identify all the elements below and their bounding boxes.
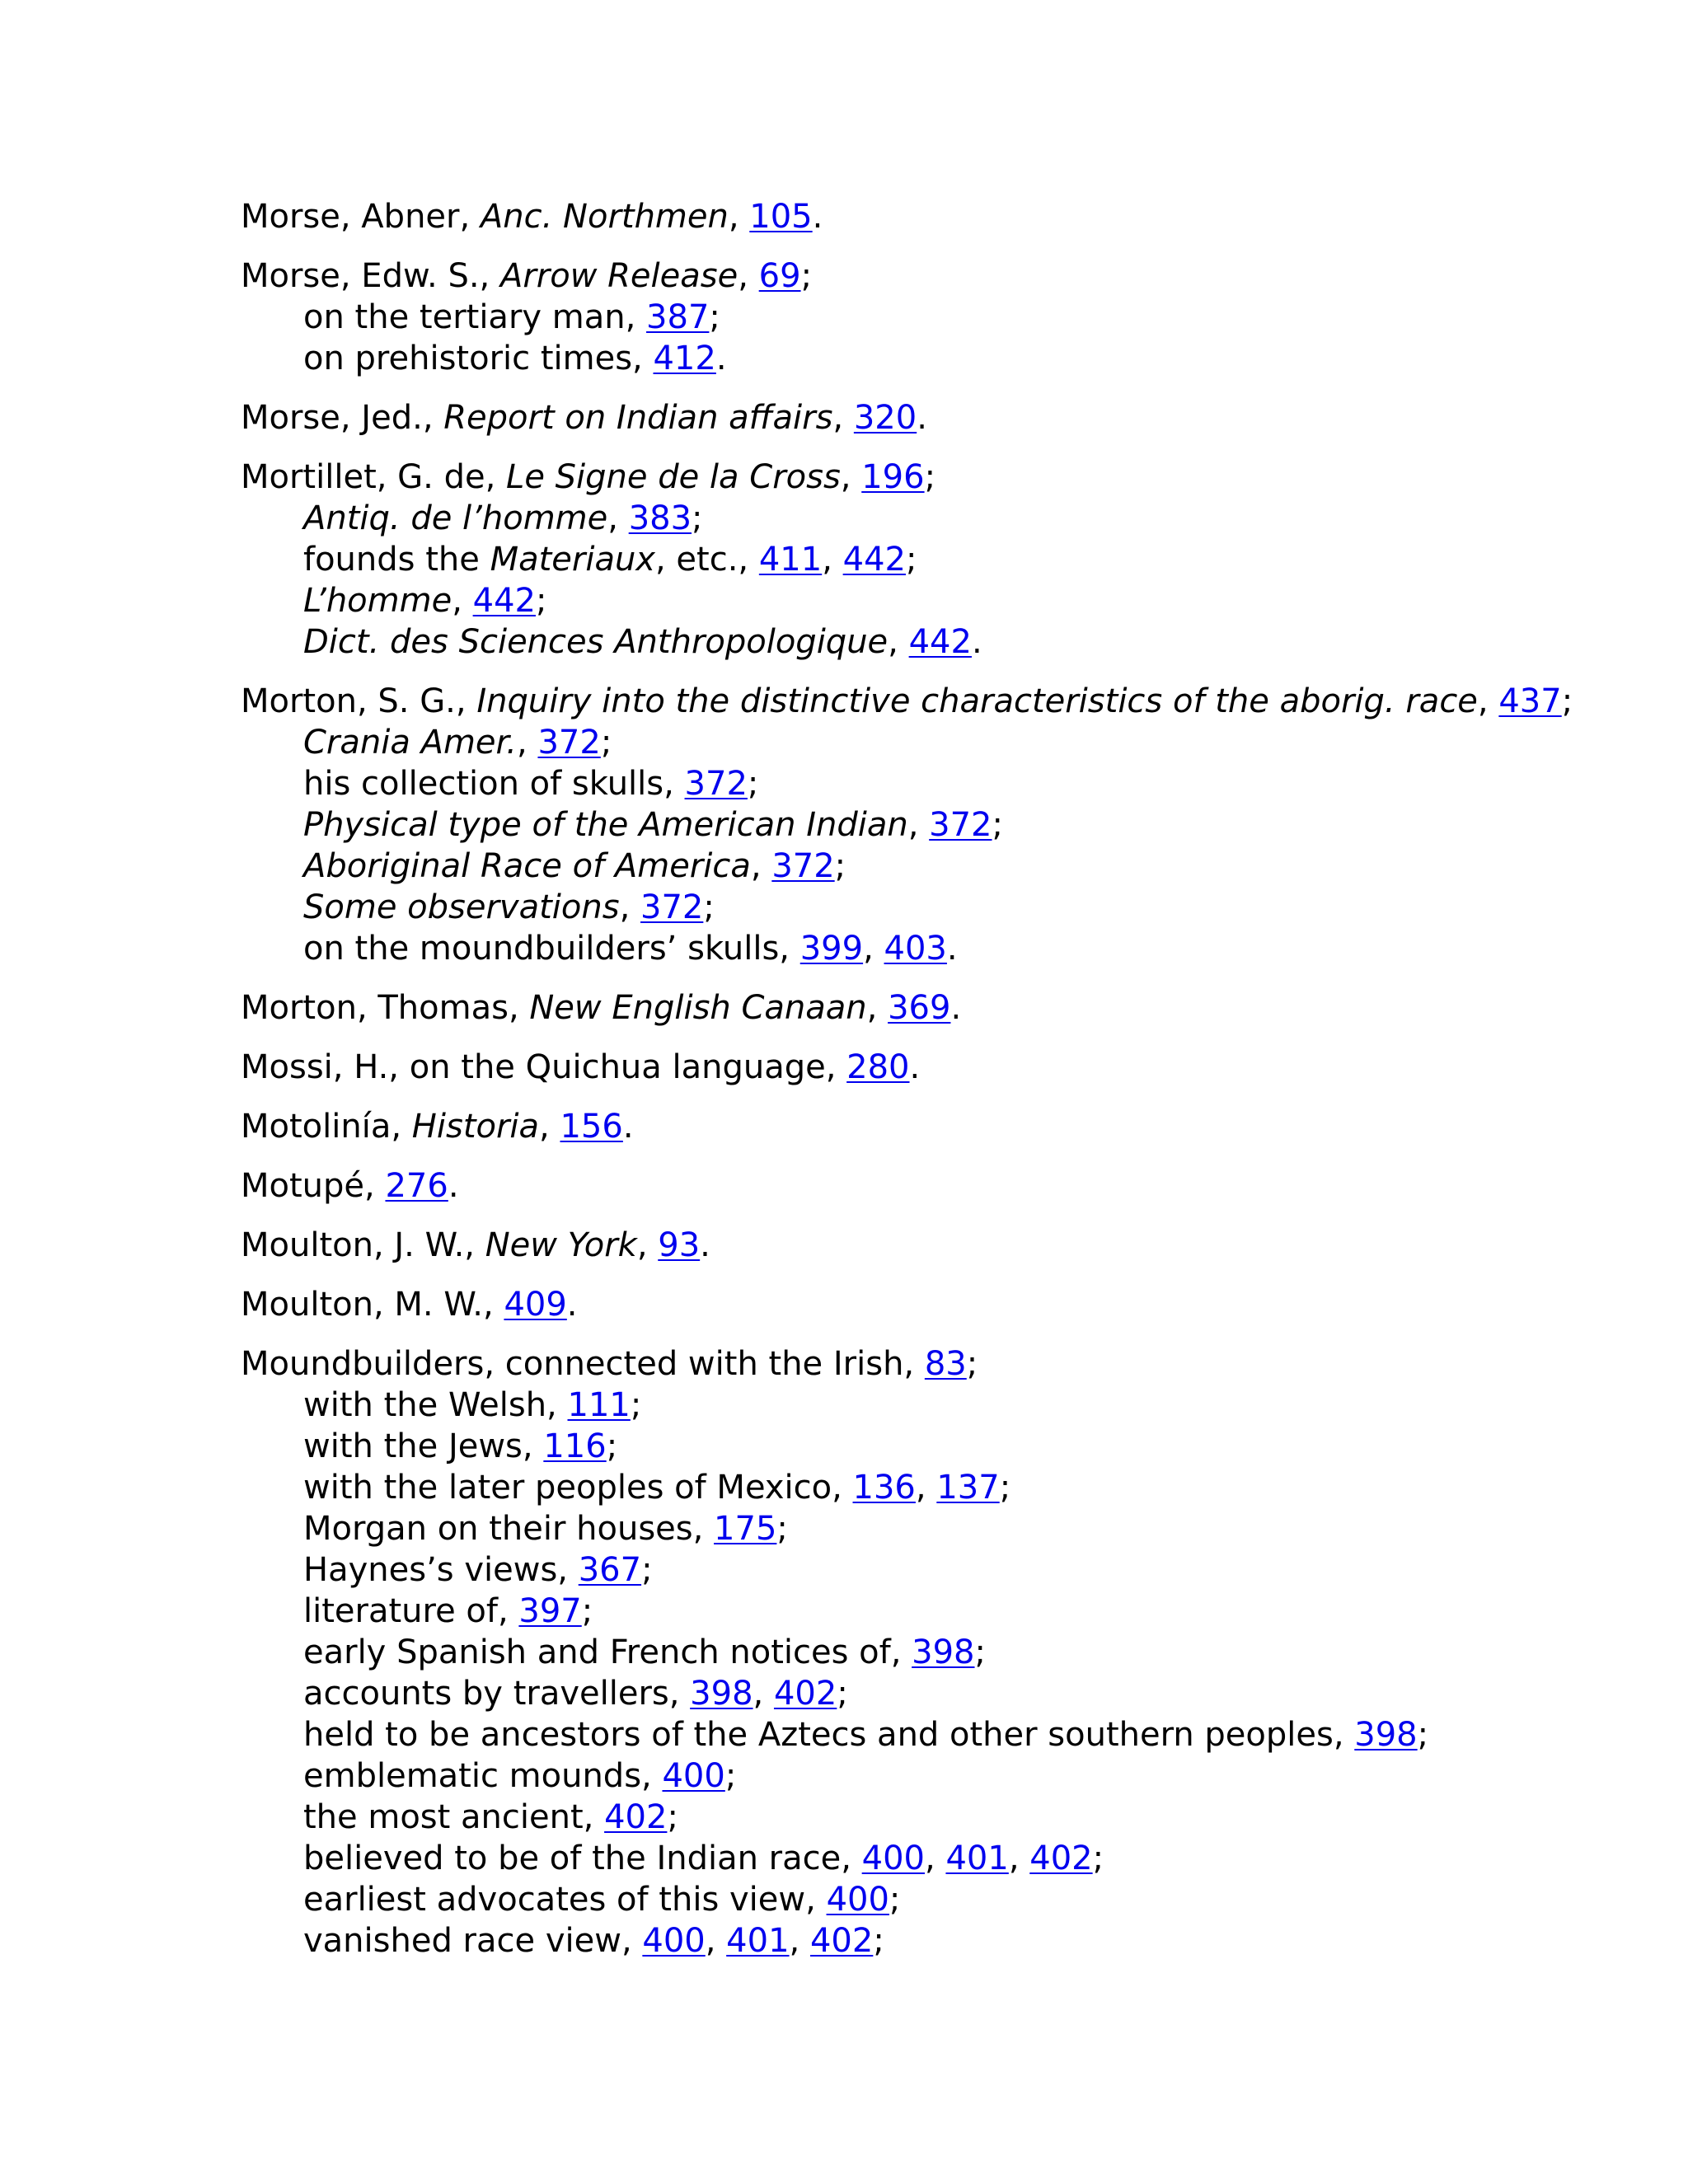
index-text: , <box>1008 1840 1030 1877</box>
index-text: . <box>448 1167 459 1205</box>
index-text: , <box>517 724 538 762</box>
index-text: ; <box>776 1510 788 1548</box>
index-subentry-line <box>241 1426 1642 1467</box>
page-link[interactable]: 372 <box>929 806 992 844</box>
index-text: , <box>738 257 759 295</box>
page-link[interactable]: 136 <box>852 1469 916 1507</box>
page-link[interactable]: 387 <box>646 298 710 336</box>
index-text: on prehistoric times, <box>303 340 654 377</box>
page-link[interactable]: 156 <box>560 1108 623 1146</box>
index-subentry-line <box>241 1920 1642 1961</box>
index-subentry-line <box>241 338 1642 379</box>
index-text: ; <box>747 765 759 803</box>
index-entry-morse-edw-s <box>241 255 1642 379</box>
index-subentry-line <box>241 928 1642 969</box>
page-link[interactable]: 367 <box>578 1551 642 1589</box>
index-text: with the later peoples of Mexico, <box>303 1469 853 1507</box>
index-text: ; <box>641 1551 653 1589</box>
index-text: , <box>607 499 629 537</box>
page-link[interactable]: 403 <box>884 930 947 968</box>
index-heading-line <box>241 1284 1642 1325</box>
index-text: ; <box>724 1757 737 1795</box>
index-text: Haynes’s views, <box>303 1551 579 1589</box>
index-entry-mortillet-g-de <box>241 457 1642 663</box>
page-link[interactable]: 111 <box>567 1386 631 1424</box>
index-text: , <box>728 198 750 236</box>
index-subentry-line <box>241 621 1642 663</box>
index-entry-motupe <box>241 1165 1642 1207</box>
index-heading-line <box>241 196 1642 237</box>
index-text: early Spanish and French notices of, <box>303 1633 912 1671</box>
page-link[interactable]: 372 <box>771 847 835 885</box>
index-text: . <box>946 930 958 968</box>
index-text: ; <box>600 724 612 762</box>
index-text: Motolinía, <box>241 1108 412 1146</box>
index-text: , etc., <box>654 541 759 579</box>
index-subentry-line <box>241 1714 1642 1755</box>
index-heading-line <box>241 1165 1642 1207</box>
page-link[interactable]: 400 <box>861 1840 926 1877</box>
page-link[interactable]: 402 <box>773 1675 837 1713</box>
index-text: , <box>1477 682 1499 720</box>
index-text: Morse, Jed., <box>241 399 444 437</box>
page-link[interactable]: 402 <box>1029 1840 1093 1877</box>
work-title: Antiq. de l’homme <box>303 499 608 537</box>
index-text: , <box>452 582 473 620</box>
page-link[interactable]: 442 <box>472 582 536 620</box>
page-link[interactable]: 69 <box>758 257 801 295</box>
index-text: ; <box>630 1386 642 1424</box>
index-text: , <box>619 888 640 926</box>
page-link[interactable]: 442 <box>908 623 972 661</box>
index-heading-line <box>241 1047 1642 1088</box>
page-link[interactable]: 411 <box>758 541 823 579</box>
index-text: Morton, Thomas, <box>241 989 530 1027</box>
index-subentry-line <box>241 1632 1642 1673</box>
index-text: , <box>840 458 862 496</box>
index-heading-line <box>241 457 1642 498</box>
index-heading-line <box>241 1225 1642 1266</box>
index-text: , <box>925 1840 946 1877</box>
index-text: his collection of skulls, <box>303 765 685 803</box>
index-text: , <box>636 1226 659 1264</box>
index-text: . <box>566 1286 578 1324</box>
page-link[interactable]: 105 <box>749 198 813 236</box>
index-text: , <box>753 1675 774 1713</box>
index-entry-mossi-h <box>241 1047 1642 1088</box>
index-text: Moulton, J. W., <box>241 1226 485 1264</box>
index-subentry-line <box>241 887 1642 928</box>
index-subentry-line <box>241 1591 1642 1632</box>
index-subentry-line <box>241 722 1642 763</box>
index-text: . <box>622 1108 634 1146</box>
page-link[interactable]: 442 <box>842 541 906 579</box>
index-text: founds the <box>303 541 490 579</box>
index-text: , <box>822 541 843 579</box>
index-entry-morton-thomas <box>241 987 1642 1029</box>
index-entry-morse-jed <box>241 397 1642 438</box>
work-title: Crania Amer. <box>303 724 518 762</box>
page-link[interactable]: 369 <box>888 989 951 1027</box>
index-text: believed to be of the Indian race, <box>303 1840 862 1877</box>
index-text: Morse, Edw. S., <box>241 257 500 295</box>
index-text: on the moundbuilders’ skulls, <box>303 930 800 968</box>
index-subentry-line <box>241 1508 1642 1549</box>
index-text: literature of, <box>303 1592 519 1630</box>
index-text: , <box>866 989 889 1027</box>
index-heading-line <box>241 255 1642 297</box>
index-text: ; <box>1561 682 1573 720</box>
page-link[interactable]: 137 <box>936 1469 1000 1507</box>
index-text: earliest advocates of this view, <box>303 1881 827 1919</box>
index-text: accounts by travellers, <box>303 1675 691 1713</box>
index-heading-line <box>241 1106 1642 1147</box>
index-text: ; <box>800 257 813 295</box>
page-link[interactable]: 175 <box>714 1510 777 1548</box>
work-title: Arrow Release <box>499 257 738 295</box>
index-text: ; <box>992 806 1003 844</box>
index-subentry-line <box>241 580 1642 621</box>
index-text: Morton, S. G., <box>241 682 477 720</box>
index-entry-moulton-j-w <box>241 1225 1642 1266</box>
index-text: . <box>812 198 823 236</box>
index-heading-line <box>241 987 1642 1029</box>
index-text: ; <box>966 1345 978 1383</box>
index-text: held to be ancestors of the Aztecs and other southern peoples, <box>303 1716 1355 1754</box>
index-text: , <box>888 623 909 661</box>
work-title: Report on Indian affairs <box>443 399 833 437</box>
index-text: ; <box>873 1922 884 1960</box>
index-text: vanished race view, <box>303 1922 643 1960</box>
page-link[interactable]: 383 <box>628 499 692 537</box>
page-link[interactable]: 320 <box>853 399 917 437</box>
page-link[interactable]: 372 <box>537 724 601 762</box>
work-title: Dict. des Sciences Anthropologique <box>303 623 889 661</box>
page-link[interactable]: 398 <box>912 1633 975 1671</box>
index-subentry-line <box>241 1797 1642 1838</box>
page-link[interactable]: 409 <box>504 1286 567 1324</box>
page-link[interactable]: 412 <box>653 340 716 377</box>
index-entry-moulton-m-w <box>241 1284 1642 1325</box>
index-text: . <box>950 989 962 1027</box>
index-text: with the Jews, <box>303 1427 544 1465</box>
work-title: Inquiry into the distinctive characteristics of the aborig. race <box>476 682 1478 720</box>
index-subentry-line <box>241 539 1642 580</box>
index-text: the most ancient, <box>303 1798 605 1836</box>
index-text: ; <box>974 1633 986 1671</box>
index-heading-line <box>241 1343 1642 1385</box>
index-text: Mossi, H., on the Quichua language, <box>241 1048 847 1086</box>
page-link[interactable]: 372 <box>640 888 704 926</box>
index-text: , <box>789 1922 810 1960</box>
index-text: , <box>832 399 854 437</box>
index-text: emblematic mounds, <box>303 1757 663 1795</box>
page-link[interactable]: 276 <box>385 1167 448 1205</box>
index-text: ; <box>692 499 703 537</box>
work-title: Le Signe de la Cross <box>506 458 841 496</box>
index-text: with the Welsh, <box>303 1386 568 1424</box>
index-subentry-line <box>241 1549 1642 1591</box>
index-text: ; <box>535 582 547 620</box>
index-text: . <box>909 1048 921 1086</box>
index-text: ; <box>667 1798 678 1836</box>
index-subentry-line <box>241 763 1642 804</box>
index-text: ; <box>906 541 917 579</box>
index-text: , <box>705 1922 727 1960</box>
page-link[interactable]: 402 <box>604 1798 668 1836</box>
index-text: ; <box>1417 1716 1429 1754</box>
index-text: ; <box>999 1469 1011 1507</box>
index-subentry-line <box>241 1673 1642 1714</box>
index-text: Mortillet, G. de, <box>241 458 507 496</box>
index-heading-line <box>241 681 1642 722</box>
index-subentry-line <box>241 804 1642 846</box>
page-link[interactable]: 83 <box>924 1345 967 1383</box>
index-text: ; <box>709 298 720 336</box>
index-entry-morton-s-g <box>241 681 1642 969</box>
index-text: ; <box>889 1881 901 1919</box>
index-subentry-line <box>241 1385 1642 1426</box>
index-entry-moundbuilders <box>241 1343 1642 1961</box>
index-subentry-line <box>241 1838 1642 1879</box>
index-subentry-line <box>241 1467 1642 1508</box>
work-title: L’homme <box>303 582 452 620</box>
index-entry-morse-abner <box>241 196 1642 237</box>
page-link[interactable]: 116 <box>543 1427 607 1465</box>
index-text: . <box>971 623 982 661</box>
work-title: Materiaux <box>490 541 655 579</box>
page-link[interactable]: 400 <box>662 1757 725 1795</box>
index-text: , <box>539 1108 560 1146</box>
work-title: Anc. Northmen <box>480 198 729 236</box>
page-link[interactable]: 400 <box>642 1922 706 1960</box>
page-link[interactable]: 401 <box>945 1840 1009 1877</box>
work-title: Some observations <box>303 888 620 926</box>
index-text: ; <box>606 1427 618 1465</box>
page-link[interactable]: 399 <box>799 930 864 968</box>
work-title: Historia <box>411 1108 540 1146</box>
index-text: ; <box>924 458 936 496</box>
index-text: Moundbuilders, connected with the Irish, <box>241 1345 925 1383</box>
index-text: . <box>715 340 727 377</box>
index-subentry-line <box>241 297 1642 338</box>
page-link[interactable]: 398 <box>1354 1716 1418 1754</box>
index-heading-line <box>241 397 1642 438</box>
index-text: Moulton, M. W., <box>241 1286 504 1324</box>
index-text: Morgan on their houses, <box>303 1510 715 1548</box>
work-title: Physical type of the American Indian <box>303 806 908 844</box>
page-link[interactable]: 437 <box>1498 682 1562 720</box>
index-text: on the tertiary man, <box>303 298 647 336</box>
index-text: Morse, Abner, <box>241 198 481 236</box>
page-link[interactable]: 397 <box>518 1592 582 1630</box>
index-text: , <box>863 930 884 968</box>
index-text: ; <box>703 888 715 926</box>
page-link[interactable]: 93 <box>658 1226 701 1264</box>
index-text: Motupé, <box>241 1167 386 1205</box>
index-text: ; <box>837 1675 848 1713</box>
page-link[interactable]: 402 <box>809 1922 874 1960</box>
index-subentry-line <box>241 498 1642 539</box>
page-link[interactable]: 372 <box>684 765 748 803</box>
page-link[interactable]: 196 <box>861 458 925 496</box>
work-title: New English Canaan <box>529 989 867 1027</box>
index-text: . <box>700 1226 710 1264</box>
index-text: ; <box>834 847 846 885</box>
index-subentry-line <box>241 1879 1642 1920</box>
page-link[interactable]: 401 <box>726 1922 790 1960</box>
index-subentry-line <box>241 1755 1642 1797</box>
work-title: New York <box>485 1226 637 1264</box>
index-text: , <box>915 1469 937 1507</box>
index-text: , <box>750 847 772 885</box>
index-text: , <box>907 806 930 844</box>
index-text: . <box>917 399 927 437</box>
page-link[interactable]: 280 <box>846 1048 910 1086</box>
index-entry-motolinia <box>241 1106 1642 1147</box>
index-page <box>241 196 1642 1980</box>
page-link[interactable]: 400 <box>826 1881 889 1919</box>
index-text: ; <box>581 1592 593 1630</box>
index-text: ; <box>1092 1840 1104 1877</box>
work-title: Aboriginal Race of America <box>303 847 751 885</box>
index-subentry-line <box>241 846 1642 887</box>
page-link[interactable]: 398 <box>690 1675 753 1713</box>
